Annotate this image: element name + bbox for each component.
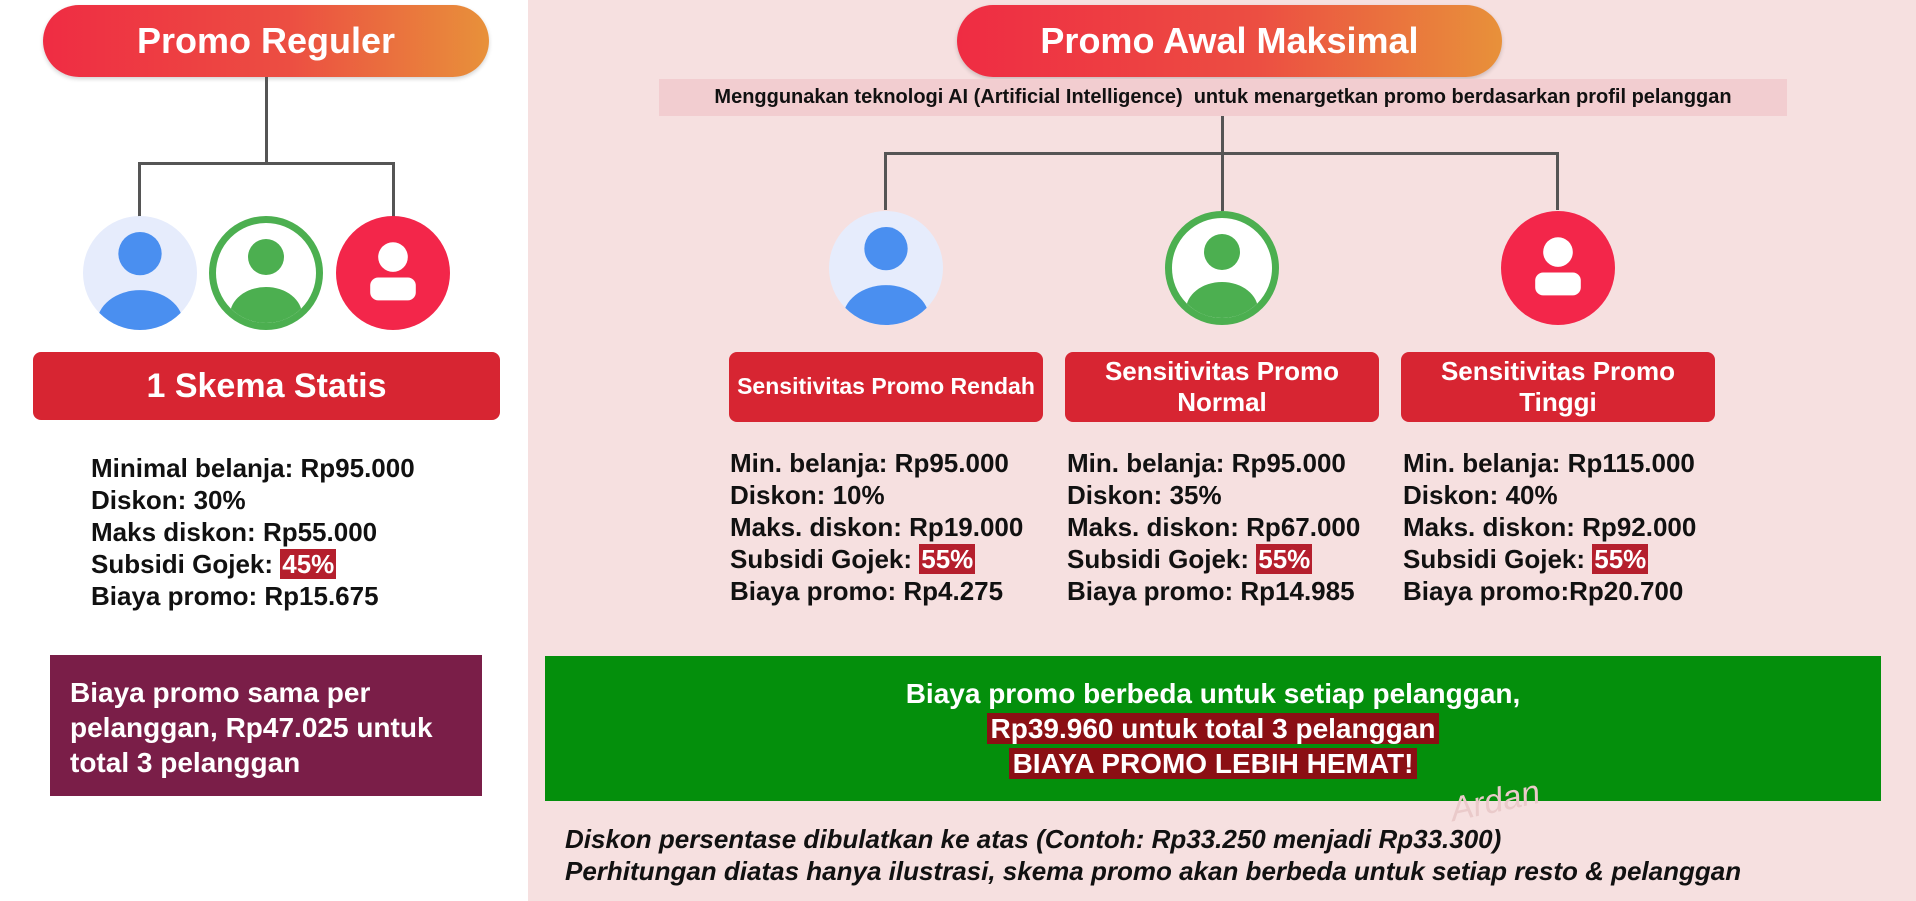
- detail-subsidy: Subsidi Gojek: 55%: [730, 544, 974, 574]
- detail-subsidy: Subsidi Gojek: 55%: [1403, 544, 1647, 574]
- detail-subsidy: Subsidi Gojek: 55%: [1067, 544, 1311, 574]
- detail-promo-cost: Biaya promo: Rp14.985: [1067, 576, 1355, 606]
- detail-subsidy: Subsidi Gojek: 45%: [91, 549, 335, 579]
- detail-max-discount: Maks diskon: Rp55.000: [91, 517, 378, 547]
- segment-label-normal: Sensitivitas Promo Normal: [1065, 352, 1379, 422]
- person-avatar-icon-blue: [829, 211, 943, 325]
- promo-reguler-title: Promo Reguler: [43, 5, 489, 77]
- detail-discount: Diskon: 40%: [1403, 480, 1558, 510]
- ai-subtitle: Menggunakan teknologi AI (Artificial Intelligence) untuk menargetkan promo berdasarkan profil pelanggan: [659, 79, 1787, 116]
- connector-line: [392, 162, 395, 217]
- detail-max-discount: Maks. diskon: Rp67.000: [1067, 512, 1361, 542]
- person-avatar-icon-red: [336, 216, 450, 330]
- detail-min-spend: Min. belanja: Rp115.000: [1403, 448, 1695, 478]
- connector-line: [1556, 152, 1559, 210]
- ai-summary-box: [545, 656, 1881, 801]
- connector-line: [138, 162, 395, 165]
- reguler-summary-box: Biaya promo sama per pelanggan, Rp47.025 untuk total 3 pelanggan: [50, 655, 482, 796]
- connector-line: [265, 77, 268, 163]
- subsidy-highlight: 45%: [282, 549, 335, 579]
- footnotes: [565, 823, 1741, 887]
- detail-discount: Diskon: 35%: [1067, 480, 1222, 510]
- person-avatar-icon-red: [1501, 211, 1615, 325]
- detail-discount: Diskon: 10%: [730, 480, 885, 510]
- segment-details-normal: [1067, 447, 1360, 607]
- watermark: Ardan: [1446, 772, 1544, 830]
- summary-line-3: BIAYA PROMO LEBIH HEMAT!: [1009, 748, 1418, 779]
- promo-awal-maksimal-title: Promo Awal Maksimal: [957, 5, 1502, 77]
- person-avatar-icon-green: [1165, 211, 1279, 325]
- footnote-rounding: Diskon persentase dibulatkan ke atas (Contoh: Rp33.250 menjadi Rp33.300): [565, 824, 1502, 854]
- reguler-details: [91, 452, 415, 612]
- subsidy-highlight: 55%: [921, 544, 974, 574]
- segment-label-low: Sensitivitas Promo Rendah: [729, 352, 1043, 422]
- segment-label-high: Sensitivitas Promo Tinggi: [1401, 352, 1715, 422]
- static-scheme-label: 1 Skema Statis: [33, 352, 500, 420]
- detail-max-discount: Maks. diskon: Rp19.000: [730, 512, 1024, 542]
- person-avatar-icon-green: [209, 216, 323, 330]
- subsidy-highlight: 55%: [1594, 544, 1647, 574]
- footnote-illustration: Perhitungan diatas hanya ilustrasi, skema promo akan berbeda untuk setiap resto & pelanggan: [565, 856, 1742, 886]
- segment-details-low: [730, 447, 1023, 607]
- summary-line-2: Rp39.960 untuk total 3 pelanggan: [987, 713, 1440, 744]
- detail-max-discount: Maks. diskon: Rp92.000: [1403, 512, 1697, 542]
- detail-discount: Diskon: 30%: [91, 485, 246, 515]
- detail-promo-cost: Biaya promo: Rp15.675: [91, 581, 379, 611]
- detail-min-spend: Min. belanja: Rp95.000: [1067, 448, 1346, 478]
- detail-promo-cost: Biaya promo:Rp20.700: [1403, 576, 1684, 606]
- connector-line: [1221, 116, 1224, 211]
- detail-promo-cost: Biaya promo: Rp4.275: [730, 576, 1004, 606]
- summary-line-1: Biaya promo berbeda untuk setiap pelanggan,: [905, 678, 1521, 709]
- connector-line: [138, 162, 141, 217]
- detail-min-spend: Min. belanja: Rp95.000: [730, 448, 1009, 478]
- detail-min-spend: Minimal belanja: Rp95.000: [91, 453, 415, 483]
- subsidy-highlight: 55%: [1258, 544, 1311, 574]
- person-avatar-icon-blue: [83, 216, 197, 330]
- connector-line: [884, 152, 1559, 155]
- segment-details-high: [1403, 447, 1696, 607]
- connector-line: [884, 152, 887, 210]
